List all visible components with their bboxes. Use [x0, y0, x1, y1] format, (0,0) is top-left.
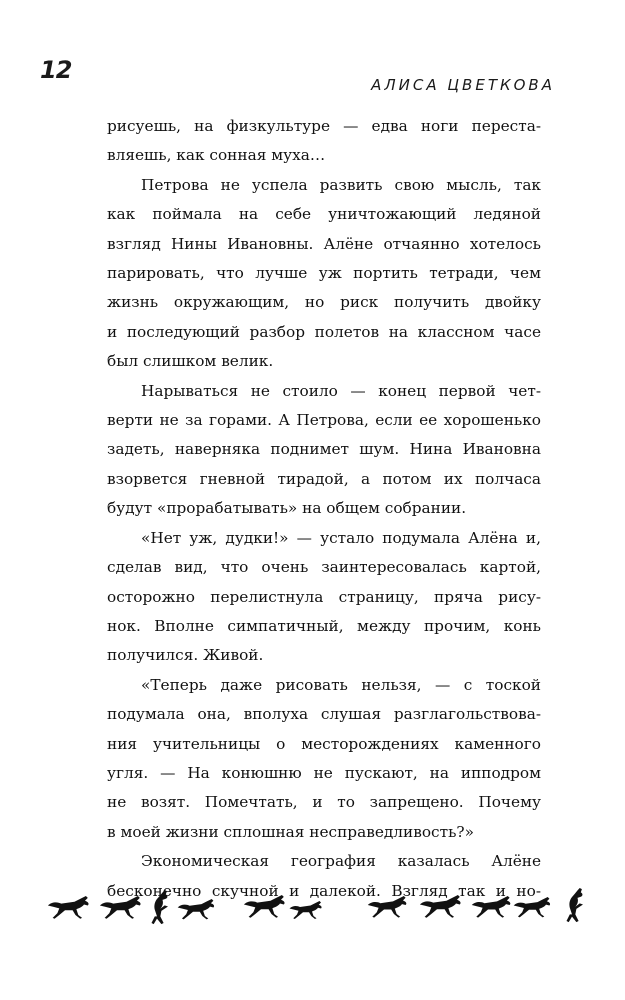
text-line: «Теперь даже рисовать нельзя, — с тоской [141, 675, 541, 694]
text-line: нок. Вполне симпатичный, между прочим, конь [107, 616, 541, 635]
text-line: подумала она, вполуха слушая разглагольствова- [107, 705, 541, 724]
text-line: сделав вид, что очень заинтересовалась картой, [107, 558, 541, 577]
text-line: жизнь окружающим, но риск получить двойку [107, 293, 541, 312]
text-line: ния учительницы о месторождениях каменного [107, 734, 541, 753]
rearing-horse-icon [152, 890, 169, 924]
running-horse-icon [290, 901, 322, 919]
text-line: рисуешь, на физкультуре — едва ноги переста- [107, 117, 541, 135]
text-line: и последующий разбор полетов на классном часе [107, 322, 541, 341]
running-horse-icon [100, 896, 141, 919]
text-line: бесконечно скучной и далекой. Взгляд так и но- [107, 881, 541, 900]
text-line: в моей жизни сплошная несправедливость?» [107, 822, 474, 841]
text-line: вляешь, как сонная муха… [107, 146, 326, 165]
text-line: Петрова не успела развить свою мысль, так [141, 175, 541, 194]
text-line: взорвется гневной тирадой, а потом их полчаса [107, 469, 541, 488]
running-horse-icon [178, 899, 214, 919]
running-horse-icon [48, 896, 89, 919]
text-line: взгляд Нины Ивановны. Алёне отчаянно хотелось [107, 234, 541, 253]
text-line: был слишком велик. [107, 352, 274, 371]
page-number: 12 [40, 56, 72, 84]
horse-border-decoration [46, 887, 586, 937]
text-line: угля. — На конюшню не пускают, на ипподром [107, 763, 541, 782]
running-horse-icon [514, 897, 550, 917]
running-header-author: АЛИСА ЦВЕТКОВА [371, 76, 555, 94]
text-line: осторожно перелистнула страницу, пряча рису- [107, 587, 541, 606]
text-line: будут «прорабатывать» на общем собрании. [107, 499, 467, 518]
running-horse-icon [368, 896, 407, 918]
text-line: получился. Живой. [107, 646, 264, 665]
text-line: верти не за горами. А Петрова, если ее хорошенько [107, 411, 541, 430]
rearing-horse-icon [567, 888, 584, 922]
text-line: «Нет уж, дудки!» — устало подумала Алёна и, [141, 528, 541, 547]
running-horse-icon [244, 895, 285, 918]
text-line: не возят. Помечтать, и то запрещено. Почему [107, 793, 541, 812]
text-line: Экономическая география казалась Алёне [141, 852, 541, 871]
running-horse-icon [420, 895, 461, 918]
text-line: парировать, что лучше уж портить тетради, чем [107, 264, 541, 283]
text-line: как поймала на себе уничтожающий ледяной [107, 205, 541, 224]
body-text [107, 112, 541, 906]
text-line: Нарываться не стоило — конец первой чет- [141, 381, 541, 400]
running-horse-icon [472, 896, 511, 918]
text-line: задеть, наверняка поднимет шум. Нина Ивановна [107, 440, 541, 459]
